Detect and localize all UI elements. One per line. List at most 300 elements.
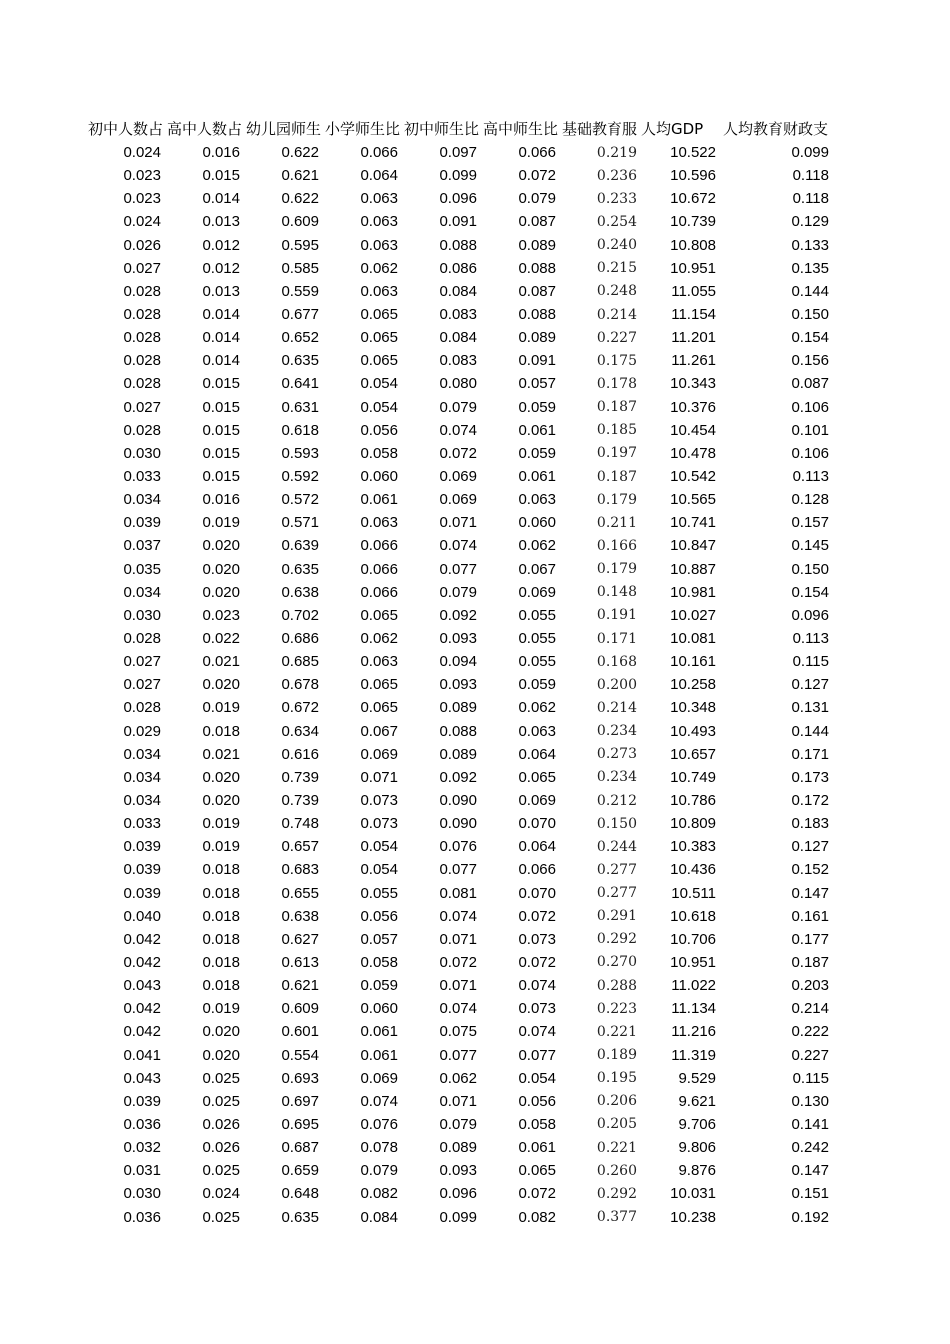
- table-cell[interactable]: 10.739: [670, 213, 716, 231]
- table-cell[interactable]: 0.242: [791, 1139, 829, 1157]
- table-cell[interactable]: 0.015: [202, 468, 240, 486]
- table-cell[interactable]: 0.175: [596, 352, 637, 369]
- table-cell[interactable]: 0.084: [360, 1208, 398, 1226]
- table-cell[interactable]: 0.657: [281, 838, 319, 856]
- table-cell[interactable]: 0.025: [202, 1069, 240, 1087]
- table-cell[interactable]: 0.028: [123, 282, 161, 300]
- table-cell[interactable]: 0.166: [596, 537, 637, 554]
- table-cell[interactable]: 0.060: [360, 1000, 398, 1018]
- table-cell[interactable]: 0.154: [791, 329, 829, 347]
- table-cell[interactable]: 0.234: [596, 769, 637, 786]
- table-cell[interactable]: 0.082: [518, 1208, 556, 1226]
- table-cell[interactable]: 0.092: [439, 606, 477, 624]
- table-cell[interactable]: 0.609: [281, 213, 319, 231]
- table-cell[interactable]: 0.069: [360, 1069, 398, 1087]
- table-cell[interactable]: 0.014: [202, 329, 240, 347]
- table-cell[interactable]: 0.031: [123, 1162, 161, 1180]
- table-cell[interactable]: 0.034: [123, 491, 161, 509]
- table-cell[interactable]: 11.216: [671, 1023, 716, 1041]
- table-cell[interactable]: 0.028: [123, 306, 161, 324]
- table-cell[interactable]: 0.020: [202, 792, 240, 809]
- table-cell[interactable]: 0.648: [281, 1185, 319, 1203]
- table-cell[interactable]: 0.697: [281, 1092, 319, 1110]
- table-cell[interactable]: 0.177: [791, 930, 829, 948]
- table-cell[interactable]: 0.133: [791, 236, 829, 254]
- table-cell[interactable]: 0.147: [791, 884, 829, 902]
- table-cell[interactable]: 0.211: [596, 514, 637, 531]
- table-cell[interactable]: 0.061: [360, 1046, 398, 1064]
- table-cell[interactable]: 0.027: [123, 398, 161, 416]
- table-cell[interactable]: 0.187: [596, 399, 637, 416]
- table-cell[interactable]: 0.093: [439, 630, 477, 648]
- table-cell[interactable]: 0.063: [360, 653, 398, 671]
- table-cell[interactable]: 0.086: [439, 259, 477, 277]
- table-cell[interactable]: 0.748: [281, 815, 319, 833]
- table-cell[interactable]: 0.219: [596, 144, 637, 161]
- table-cell[interactable]: 0.099: [439, 1208, 477, 1226]
- table-cell[interactable]: 10.847: [670, 537, 716, 555]
- table-cell[interactable]: 0.059: [518, 398, 556, 416]
- table-cell[interactable]: 0.233: [596, 190, 637, 207]
- table-cell[interactable]: 0.221: [596, 1023, 637, 1040]
- table-cell[interactable]: 0.685: [281, 653, 319, 671]
- table-cell[interactable]: 0.060: [360, 468, 398, 486]
- table-cell[interactable]: 0.087: [518, 282, 556, 300]
- table-cell[interactable]: 0.024: [123, 213, 161, 231]
- table-cell[interactable]: 0.183: [791, 815, 829, 833]
- table-cell[interactable]: 0.147: [791, 1162, 829, 1180]
- table-cell[interactable]: 10.808: [670, 236, 716, 254]
- table-cell[interactable]: 0.025: [202, 1162, 240, 1180]
- table-cell[interactable]: 0.061: [360, 1023, 398, 1041]
- table-cell[interactable]: 0.189: [596, 1047, 637, 1064]
- table-cell[interactable]: 0.014: [202, 306, 240, 324]
- table-cell[interactable]: 0.020: [202, 560, 240, 578]
- table-cell[interactable]: 0.074: [439, 537, 477, 555]
- table-cell[interactable]: 0.066: [518, 861, 556, 879]
- table-cell[interactable]: 0.273: [596, 746, 637, 763]
- table-cell[interactable]: 0.206: [596, 1093, 637, 1110]
- table-cell[interactable]: 0.056: [518, 1092, 556, 1110]
- table-cell[interactable]: 0.292: [596, 931, 637, 948]
- table-cell[interactable]: 10.161: [670, 653, 716, 671]
- table-cell[interactable]: 0.054: [518, 1069, 556, 1087]
- table-cell[interactable]: 0.062: [360, 259, 398, 277]
- table-cell[interactable]: 0.618: [281, 421, 319, 439]
- table-cell[interactable]: 0.113: [792, 468, 829, 486]
- table-cell[interactable]: 0.141: [791, 1115, 829, 1133]
- table-cell[interactable]: 0.088: [518, 306, 556, 324]
- table-cell[interactable]: 0.096: [439, 1185, 477, 1203]
- table-cell[interactable]: 0.042: [123, 953, 161, 971]
- table-cell[interactable]: 10.454: [670, 421, 716, 439]
- table-cell[interactable]: 0.063: [360, 213, 398, 231]
- table-cell[interactable]: 0.131: [791, 699, 829, 717]
- table-cell[interactable]: 0.013: [202, 213, 240, 231]
- table-cell[interactable]: 0.073: [360, 792, 398, 809]
- table-cell[interactable]: 0.039: [123, 1092, 161, 1110]
- table-cell[interactable]: 0.063: [360, 236, 398, 254]
- table-cell[interactable]: 9.529: [678, 1069, 716, 1087]
- table-cell[interactable]: 0.077: [439, 1046, 477, 1064]
- table-cell[interactable]: 0.042: [123, 1000, 161, 1018]
- table-cell[interactable]: 9.706: [678, 1115, 716, 1133]
- table-cell[interactable]: 0.062: [439, 1069, 477, 1087]
- header-cell[interactable]: 人均教育财政支: [722, 119, 828, 138]
- table-cell[interactable]: 0.609: [281, 1000, 319, 1018]
- table-cell[interactable]: 0.066: [360, 537, 398, 555]
- table-cell[interactable]: 0.067: [360, 722, 398, 740]
- table-cell[interactable]: 0.152: [791, 861, 829, 879]
- table-cell[interactable]: 0.015: [202, 398, 240, 416]
- table-cell[interactable]: 0.171: [596, 630, 637, 647]
- table-cell[interactable]: 0.013: [202, 282, 240, 300]
- table-cell[interactable]: 0.595: [281, 236, 319, 254]
- table-cell[interactable]: 0.070: [518, 884, 556, 902]
- table-cell[interactable]: 10.348: [670, 699, 716, 717]
- table-cell[interactable]: 0.058: [518, 1115, 556, 1133]
- table-cell[interactable]: 10.951: [670, 259, 716, 277]
- table-cell[interactable]: 0.034: [123, 768, 161, 786]
- table-cell[interactable]: 0.214: [791, 1000, 829, 1018]
- table-cell[interactable]: 0.028: [123, 699, 161, 717]
- table-cell[interactable]: 10.951: [670, 953, 716, 971]
- table-cell[interactable]: 0.043: [123, 977, 161, 995]
- table-cell[interactable]: 0.067: [518, 560, 556, 578]
- table-cell[interactable]: 0.028: [123, 421, 161, 439]
- table-cell[interactable]: 0.244: [596, 838, 637, 855]
- table-cell[interactable]: 0.221: [596, 1139, 637, 1156]
- header-cell[interactable]: 高中人数占: [167, 119, 243, 138]
- table-cell[interactable]: 0.069: [439, 468, 477, 486]
- table-cell[interactable]: 0.377: [596, 1209, 637, 1226]
- table-cell[interactable]: 0.018: [202, 861, 240, 879]
- table-cell[interactable]: 0.064: [518, 745, 556, 763]
- table-cell[interactable]: 0.083: [439, 306, 477, 324]
- table-cell[interactable]: 0.118: [792, 190, 829, 208]
- table-cell[interactable]: 0.127: [791, 676, 829, 694]
- table-cell[interactable]: 0.270: [596, 954, 637, 971]
- table-cell[interactable]: 0.065: [360, 329, 398, 347]
- table-cell[interactable]: 0.089: [518, 329, 556, 347]
- table-cell[interactable]: 0.223: [596, 1000, 637, 1017]
- table-cell[interactable]: 0.027: [123, 653, 161, 671]
- table-cell[interactable]: 0.039: [123, 861, 161, 879]
- table-cell[interactable]: 0.071: [439, 977, 477, 995]
- header-cell[interactable]: 基础教育服: [562, 119, 638, 138]
- table-cell[interactable]: 0.156: [791, 352, 829, 370]
- table-cell[interactable]: 0.214: [596, 306, 637, 323]
- table-cell[interactable]: 10.081: [670, 630, 716, 648]
- table-cell[interactable]: 0.065: [360, 606, 398, 624]
- table-cell[interactable]: 0.014: [202, 190, 240, 208]
- table-cell[interactable]: 0.023: [123, 190, 161, 208]
- table-cell[interactable]: 0.248: [596, 283, 637, 300]
- table-cell[interactable]: 0.061: [360, 491, 398, 509]
- table-cell[interactable]: 0.020: [202, 676, 240, 694]
- table-cell[interactable]: 0.093: [439, 676, 477, 694]
- table-cell[interactable]: 0.739: [281, 768, 319, 786]
- table-cell[interactable]: 0.099: [791, 144, 829, 162]
- table-cell[interactable]: 0.018: [202, 977, 240, 995]
- table-cell[interactable]: 0.065: [360, 676, 398, 694]
- table-cell[interactable]: 10.672: [670, 190, 716, 208]
- table-cell[interactable]: 10.749: [670, 768, 716, 786]
- table-cell[interactable]: 0.236: [596, 167, 637, 184]
- table-cell[interactable]: 0.091: [439, 213, 477, 231]
- table-cell[interactable]: 0.179: [596, 561, 637, 578]
- table-cell[interactable]: 0.015: [202, 444, 240, 462]
- table-cell[interactable]: 0.178: [596, 375, 637, 392]
- table-cell[interactable]: 0.069: [439, 491, 477, 509]
- table-cell[interactable]: 0.016: [202, 491, 240, 509]
- table-cell[interactable]: 0.078: [360, 1139, 398, 1157]
- table-cell[interactable]: 0.554: [281, 1046, 319, 1064]
- table-cell[interactable]: 0.066: [360, 583, 398, 601]
- table-cell[interactable]: 0.616: [281, 745, 319, 763]
- table-cell[interactable]: 0.071: [439, 1092, 477, 1110]
- table-cell[interactable]: 0.073: [360, 815, 398, 833]
- table-cell[interactable]: 10.741: [670, 514, 716, 532]
- table-cell[interactable]: 0.288: [596, 977, 637, 994]
- table-cell[interactable]: 0.074: [439, 907, 477, 925]
- table-cell[interactable]: 0.099: [439, 167, 477, 185]
- table-cell[interactable]: 0.063: [360, 190, 398, 208]
- table-cell[interactable]: 0.118: [792, 167, 829, 185]
- table-cell[interactable]: 0.115: [792, 1069, 829, 1087]
- table-cell[interactable]: 0.088: [439, 236, 477, 254]
- table-cell[interactable]: 0.601: [281, 1023, 319, 1041]
- table-cell[interactable]: 0.018: [202, 953, 240, 971]
- table-cell[interactable]: 0.079: [439, 583, 477, 601]
- table-cell[interactable]: 0.015: [202, 421, 240, 439]
- table-cell[interactable]: 0.072: [518, 907, 556, 925]
- table-cell[interactable]: 0.571: [281, 514, 319, 532]
- table-cell[interactable]: 0.079: [439, 398, 477, 416]
- table-cell[interactable]: 0.020: [202, 537, 240, 555]
- table-cell[interactable]: 0.018: [202, 930, 240, 948]
- table-cell[interactable]: 0.066: [360, 144, 398, 162]
- table-cell[interactable]: 0.593: [281, 444, 319, 462]
- table-cell[interactable]: 0.087: [791, 375, 829, 393]
- table-cell[interactable]: 0.071: [439, 930, 477, 948]
- table-cell[interactable]: 0.028: [123, 375, 161, 393]
- table-cell[interactable]: 0.088: [518, 259, 556, 277]
- table-cell[interactable]: 0.185: [596, 422, 637, 439]
- table-cell[interactable]: 0.039: [123, 514, 161, 532]
- table-cell[interactable]: 0.069: [518, 792, 556, 809]
- table-cell[interactable]: 0.072: [518, 1185, 556, 1203]
- table-cell[interactable]: 0.695: [281, 1115, 319, 1133]
- table-cell[interactable]: 0.061: [518, 1139, 556, 1157]
- table-cell[interactable]: 0.021: [202, 653, 240, 671]
- table-cell[interactable]: 0.172: [791, 792, 829, 809]
- table-cell[interactable]: 0.187: [596, 468, 637, 485]
- table-cell[interactable]: 0.613: [281, 953, 319, 971]
- table-cell[interactable]: 0.056: [360, 421, 398, 439]
- table-cell[interactable]: 0.197: [596, 445, 637, 462]
- table-cell[interactable]: 0.148: [596, 584, 637, 601]
- table-cell[interactable]: 0.030: [123, 1185, 161, 1203]
- table-cell[interactable]: 0.150: [596, 815, 637, 832]
- table-cell[interactable]: 10.238: [670, 1208, 716, 1226]
- table-cell[interactable]: 10.542: [670, 468, 716, 486]
- table-cell[interactable]: 11.261: [671, 352, 716, 370]
- table-cell[interactable]: 0.559: [281, 282, 319, 300]
- table-cell[interactable]: 0.065: [518, 768, 556, 786]
- table-cell[interactable]: 0.129: [791, 213, 829, 231]
- table-cell[interactable]: 0.059: [518, 676, 556, 694]
- table-cell[interactable]: 0.154: [791, 583, 829, 601]
- table-cell[interactable]: 0.020: [202, 1046, 240, 1064]
- table-cell[interactable]: 0.634: [281, 722, 319, 740]
- table-cell[interactable]: 0.025: [202, 1092, 240, 1110]
- table-cell[interactable]: 0.029: [123, 722, 161, 740]
- table-cell[interactable]: 0.037: [123, 537, 161, 555]
- table-cell[interactable]: 0.073: [518, 930, 556, 948]
- table-cell[interactable]: 10.981: [670, 583, 716, 601]
- table-cell[interactable]: 0.191: [596, 607, 637, 624]
- table-cell[interactable]: 0.039: [123, 838, 161, 856]
- table-cell[interactable]: 0.060: [518, 514, 556, 532]
- table-cell[interactable]: 0.215: [596, 260, 637, 277]
- table-cell[interactable]: 0.090: [439, 792, 477, 809]
- table-cell[interactable]: 0.074: [518, 1023, 556, 1041]
- table-cell[interactable]: 0.677: [281, 306, 319, 324]
- table-cell[interactable]: 0.127: [791, 838, 829, 856]
- table-cell[interactable]: 0.203: [791, 977, 829, 995]
- table-cell[interactable]: 0.292: [596, 1185, 637, 1202]
- table-cell[interactable]: 0.035: [123, 560, 161, 578]
- table-cell[interactable]: 10.258: [670, 676, 716, 694]
- table-cell[interactable]: 10.383: [670, 838, 716, 856]
- table-cell[interactable]: 0.019: [202, 838, 240, 856]
- table-cell[interactable]: 0.145: [791, 537, 829, 555]
- table-cell[interactable]: 0.058: [360, 953, 398, 971]
- table-cell[interactable]: 0.077: [518, 1046, 556, 1064]
- table-cell[interactable]: 10.596: [670, 167, 716, 185]
- table-cell[interactable]: 0.019: [202, 699, 240, 717]
- table-cell[interactable]: 0.042: [123, 930, 161, 948]
- table-cell[interactable]: 0.687: [281, 1139, 319, 1157]
- table-cell[interactable]: 0.016: [202, 144, 240, 162]
- table-cell[interactable]: 0.065: [360, 352, 398, 370]
- table-cell[interactable]: 10.706: [670, 930, 716, 948]
- table-cell[interactable]: 0.063: [360, 282, 398, 300]
- table-cell[interactable]: 0.034: [123, 792, 161, 809]
- table-cell[interactable]: 0.041: [123, 1046, 161, 1064]
- table-cell[interactable]: 0.113: [792, 630, 829, 648]
- table-cell[interactable]: 0.058: [360, 444, 398, 462]
- table-cell[interactable]: 0.025: [202, 1208, 240, 1226]
- table-cell[interactable]: 0.621: [281, 167, 319, 185]
- table-cell[interactable]: 0.291: [596, 908, 637, 925]
- table-cell[interactable]: 0.077: [439, 560, 477, 578]
- table-cell[interactable]: 0.082: [360, 1185, 398, 1203]
- table-cell[interactable]: 0.062: [360, 630, 398, 648]
- table-cell[interactable]: 0.639: [281, 537, 319, 555]
- table-cell[interactable]: 10.493: [670, 722, 716, 740]
- table-cell[interactable]: 0.062: [518, 699, 556, 717]
- table-cell[interactable]: 0.135: [791, 259, 829, 277]
- table-cell[interactable]: 0.057: [360, 930, 398, 948]
- table-cell[interactable]: 0.019: [202, 514, 240, 532]
- table-cell[interactable]: 0.055: [518, 630, 556, 648]
- table-cell[interactable]: 0.030: [123, 444, 161, 462]
- table-cell[interactable]: 0.096: [791, 606, 829, 624]
- table-cell[interactable]: 0.026: [202, 1139, 240, 1157]
- table-cell[interactable]: 0.071: [360, 768, 398, 786]
- table-cell[interactable]: 0.652: [281, 329, 319, 347]
- table-cell[interactable]: 0.234: [596, 723, 637, 740]
- table-cell[interactable]: 0.638: [281, 907, 319, 925]
- table-cell[interactable]: 0.071: [439, 514, 477, 532]
- table-cell[interactable]: 0.072: [439, 953, 477, 971]
- table-cell[interactable]: 0.012: [202, 259, 240, 277]
- header-cell[interactable]: 小学师生比: [325, 119, 401, 138]
- table-cell[interactable]: 0.055: [518, 653, 556, 671]
- table-cell[interactable]: 10.522: [670, 144, 716, 162]
- table-cell[interactable]: 11.055: [671, 282, 716, 300]
- table-cell[interactable]: 0.254: [596, 213, 637, 230]
- table-cell[interactable]: 0.055: [360, 884, 398, 902]
- table-cell[interactable]: 0.072: [439, 444, 477, 462]
- table-cell[interactable]: 0.065: [360, 306, 398, 324]
- table-cell[interactable]: 0.094: [439, 653, 477, 671]
- table-cell[interactable]: 0.074: [360, 1092, 398, 1110]
- table-cell[interactable]: 0.040: [123, 907, 161, 925]
- table-cell[interactable]: 0.033: [123, 468, 161, 486]
- table-cell[interactable]: 0.075: [439, 1023, 477, 1041]
- table-cell[interactable]: 0.063: [360, 514, 398, 532]
- table-cell[interactable]: 10.657: [670, 745, 716, 763]
- table-cell[interactable]: 0.150: [791, 306, 829, 324]
- table-cell[interactable]: 0.686: [281, 630, 319, 648]
- table-cell[interactable]: 0.151: [791, 1185, 829, 1203]
- table-cell[interactable]: 0.033: [123, 815, 161, 833]
- table-cell[interactable]: 0.069: [360, 745, 398, 763]
- header-cell[interactable]: 幼儿园师生: [246, 119, 322, 138]
- table-cell[interactable]: 0.222: [791, 1023, 829, 1041]
- table-cell[interactable]: 0.635: [281, 1208, 319, 1226]
- table-cell[interactable]: 0.084: [439, 329, 477, 347]
- table-cell[interactable]: 0.106: [791, 398, 829, 416]
- table-cell[interactable]: 0.179: [596, 491, 637, 508]
- table-cell[interactable]: 0.585: [281, 259, 319, 277]
- table-cell[interactable]: 0.622: [281, 144, 319, 162]
- table-cell[interactable]: 0.065: [518, 1162, 556, 1180]
- table-cell[interactable]: 0.635: [281, 560, 319, 578]
- table-cell[interactable]: 0.084: [439, 282, 477, 300]
- table-cell[interactable]: 0.572: [281, 491, 319, 509]
- table-cell[interactable]: 0.070: [518, 815, 556, 833]
- table-cell[interactable]: 0.059: [518, 444, 556, 462]
- table-cell[interactable]: 10.618: [670, 907, 716, 925]
- table-cell[interactable]: 0.077: [439, 861, 477, 879]
- table-cell[interactable]: 0.150: [791, 560, 829, 578]
- table-cell[interactable]: 0.192: [791, 1208, 829, 1226]
- table-cell[interactable]: 11.134: [671, 1000, 716, 1018]
- table-cell[interactable]: 0.702: [281, 606, 319, 624]
- table-cell[interactable]: 0.021: [202, 745, 240, 763]
- table-cell[interactable]: 0.063: [518, 491, 556, 509]
- table-cell[interactable]: 0.020: [202, 1023, 240, 1041]
- table-cell[interactable]: 10.436: [670, 861, 716, 879]
- table-cell[interactable]: 0.063: [518, 722, 556, 740]
- table-cell[interactable]: 0.087: [518, 213, 556, 231]
- table-cell[interactable]: 0.027: [123, 259, 161, 277]
- table-cell[interactable]: 0.018: [202, 907, 240, 925]
